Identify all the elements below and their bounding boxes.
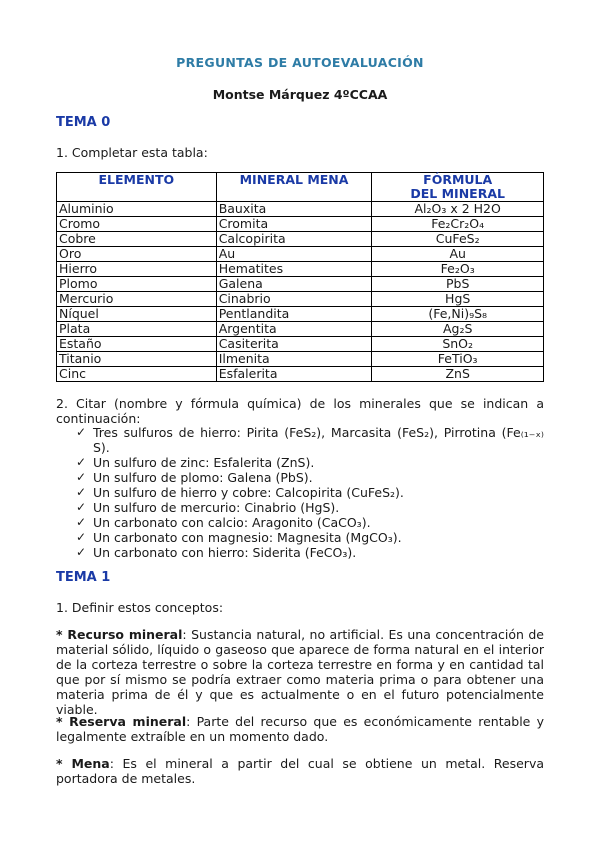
list-item-text: Un carbonato con calcio: Aragonito (CaCO₃). <box>93 515 371 530</box>
tema1-question1: 1. Definir estos conceptos: <box>56 600 224 615</box>
list-item-text: Un sulfuro de hierro y cobre: Calcopirita (CuFeS₂). <box>93 485 404 500</box>
cell-elemento: Mercurio <box>57 292 217 307</box>
table-row <box>57 307 544 322</box>
definition-text: : Parte del recurso que es económicamente rentable y legalmente extraíble en un momento dado. <box>56 714 544 744</box>
definition-term: * Mena <box>56 756 110 771</box>
cell-elemento: Estaño <box>57 337 217 352</box>
header-elemento: ELEMENTO <box>57 173 217 202</box>
minerals-checklist <box>76 425 544 560</box>
checkmark-icon: ✓ <box>76 515 87 529</box>
header-formula <box>372 173 544 202</box>
cell-formula: CuFeS₂ <box>372 232 544 247</box>
cell-mineral: Ilmenita <box>216 352 372 367</box>
list-item <box>76 455 544 470</box>
document-title: PREGUNTAS DE AUTOEVALUACIÓN <box>176 55 424 70</box>
cell-mineral: Hematites <box>216 262 372 277</box>
document-author: Montse Márquez 4ºCCAA <box>212 87 388 102</box>
list-item-text: Un sulfuro de mercurio: Cinabrio (HgS). <box>93 500 340 515</box>
definition-term: * Recurso mineral <box>56 627 183 642</box>
table-row <box>57 232 544 247</box>
table-row <box>57 292 544 307</box>
cell-elemento: Aluminio <box>57 202 217 217</box>
table-row <box>57 202 544 217</box>
cell-formula: Fe₂Cr₂O₄ <box>372 217 544 232</box>
cell-elemento: Plata <box>57 322 217 337</box>
table-row <box>57 277 544 292</box>
cell-mineral: Casiterita <box>216 337 372 352</box>
definition-recurso-mineral <box>56 627 544 717</box>
table-row <box>57 352 544 367</box>
cell-mineral: Calcopirita <box>216 232 372 247</box>
definition-text: : Sustancia natural, no artificial. Es una concentración de material sólido, líquido o gaseoso que aparece de forma natural en el interior de la corteza terrestre o sobre la corteza terrestre en forma y en cantidad tal que por sí mismo se podría extraer como materia prima o para obtener una materia prima de él y que es actualmente o en el futuro potencialmente viable. <box>56 627 544 717</box>
cell-mineral: Au <box>216 247 372 262</box>
cell-elemento: Hierro <box>57 262 217 277</box>
list-item <box>76 425 544 455</box>
cell-formula: Ag₂S <box>372 322 544 337</box>
table-row <box>57 247 544 262</box>
table-row <box>57 262 544 277</box>
tema0-heading: TEMA 0 <box>56 115 111 130</box>
cell-mineral: Argentita <box>216 322 372 337</box>
cell-formula: Al₂O₃ x 2 H2O <box>372 202 544 217</box>
cell-formula: ZnS <box>372 367 544 382</box>
list-item-text: Un carbonato con hierro: Siderita (FeCO₃). <box>93 545 357 560</box>
checkmark-icon: ✓ <box>76 530 87 544</box>
checkmark-icon: ✓ <box>76 455 87 469</box>
cell-elemento: Cobre <box>57 232 217 247</box>
cell-mineral: Cinabrio <box>216 292 372 307</box>
cell-elemento: Plomo <box>57 277 217 292</box>
definition-term: * Reserva mineral <box>56 714 187 729</box>
table-header-row <box>57 173 544 202</box>
cell-formula: FeTiO₃ <box>372 352 544 367</box>
list-item <box>76 515 544 530</box>
checkmark-icon: ✓ <box>76 425 87 439</box>
list-item <box>76 500 544 515</box>
table-row <box>57 217 544 232</box>
header-formula-line1: FÓRMULA <box>423 172 493 187</box>
cell-mineral: Esfalerita <box>216 367 372 382</box>
cell-mineral: Galena <box>216 277 372 292</box>
tema0-question1: 1. Completar esta tabla: <box>56 145 208 160</box>
definition-reserva-mineral <box>56 714 544 744</box>
table-row <box>57 337 544 352</box>
checkmark-icon: ✓ <box>76 545 87 559</box>
cell-elemento: Níquel <box>57 307 217 322</box>
cell-formula: SnO₂ <box>372 337 544 352</box>
cell-formula: HgS <box>372 292 544 307</box>
minerals-table <box>56 172 544 382</box>
cell-mineral: Pentlandita <box>216 307 372 322</box>
tema1-heading: TEMA 1 <box>56 570 111 585</box>
list-item-text: Un sulfuro de plomo: Galena (PbS). <box>93 470 313 485</box>
checkmark-icon: ✓ <box>76 485 87 499</box>
cell-mineral: Bauxita <box>216 202 372 217</box>
header-mineral-mena: MINERAL MENA <box>216 173 372 202</box>
cell-formula: PbS <box>372 277 544 292</box>
cell-formula: Fe₂O₃ <box>372 262 544 277</box>
table-row <box>57 367 544 382</box>
list-item-text: Un sulfuro de zinc: Esfalerita (ZnS). <box>93 455 315 470</box>
header-formula-line2: DEL MINERAL <box>410 186 505 201</box>
cell-elemento: Cinc <box>57 367 217 382</box>
cell-mineral: Cromita <box>216 217 372 232</box>
cell-elemento: Oro <box>57 247 217 262</box>
list-item <box>76 545 544 560</box>
checkmark-icon: ✓ <box>76 470 87 484</box>
tema0-question2: 2. Citar (nombre y fórmula química) de los minerales que se indican a continuación: <box>56 396 544 426</box>
cell-elemento: Cromo <box>57 217 217 232</box>
definition-text: : Es el mineral a partir del cual se obtiene un metal. Reserva portadora de metales. <box>56 756 544 786</box>
checkmark-icon: ✓ <box>76 500 87 514</box>
list-item <box>76 530 544 545</box>
list-item <box>76 470 544 485</box>
table-row <box>57 322 544 337</box>
list-item-text: Un carbonato con magnesio: Magnesita (MgCO₃). <box>93 530 402 545</box>
definition-mena <box>56 756 544 786</box>
cell-formula: Au <box>372 247 544 262</box>
cell-formula: (Fe,Ni)₉S₈ <box>372 307 544 322</box>
list-item <box>76 485 544 500</box>
list-item-text: Tres sulfuros de hierro: Pirita (FeS₂), Marcasita (FeS₂), Pirrotina (Fe₍₁₋ₓ₎S). <box>93 425 544 455</box>
cell-elemento: Titanio <box>57 352 217 367</box>
